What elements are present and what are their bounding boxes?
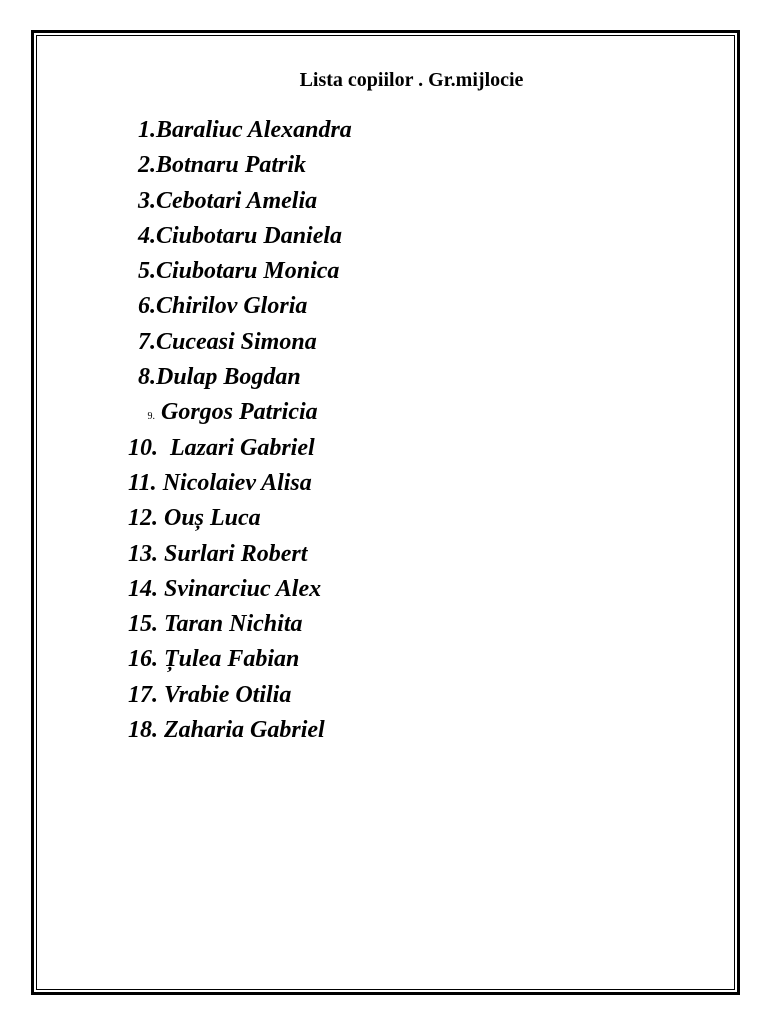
list-item	[128, 433, 352, 468]
item-name: Cuceasi Simona	[156, 328, 317, 355]
item-name: Svinarciuc Alex	[164, 575, 322, 602]
item-number: 3.	[138, 187, 156, 214]
children-list	[128, 115, 352, 750]
item-name: Ouș Luca	[164, 505, 261, 532]
item-name: Surlari Robert	[164, 540, 308, 567]
list-item	[128, 539, 352, 574]
list-item	[128, 186, 352, 221]
item-name: Botnaru Patrik	[156, 152, 307, 179]
item-name: Țulea Fabian	[164, 646, 300, 673]
item-name: Baraliuc Alexandra	[156, 117, 352, 143]
item-number: 13.	[128, 540, 158, 567]
list-item	[128, 503, 352, 538]
list-item	[128, 609, 352, 644]
item-number: 15.	[128, 611, 158, 638]
item-number: 12.	[128, 505, 158, 532]
list-item	[128, 644, 352, 679]
item-name: Chirilov Gloria	[156, 293, 308, 320]
item-number: 17.	[128, 681, 158, 708]
item-number: 18.	[128, 717, 158, 744]
item-number: 11.	[128, 469, 157, 496]
list-item	[128, 574, 352, 609]
item-number: 9.	[147, 411, 155, 423]
item-name: Ciubotaru Daniela	[156, 222, 343, 249]
item-number: 1.	[138, 117, 156, 143]
list-item	[128, 150, 352, 185]
list-item	[128, 291, 352, 326]
item-number: 5.	[138, 258, 156, 285]
item-name: Taran Nichita	[164, 611, 303, 638]
item-number: 6.	[138, 293, 156, 320]
item-name: Ciubotaru Monica	[156, 258, 340, 285]
list-item	[128, 715, 352, 750]
list-item	[128, 680, 352, 715]
list-item	[128, 397, 352, 432]
item-name: Dulap Bogdan	[156, 364, 301, 391]
list-item	[128, 327, 352, 362]
list-item	[128, 221, 352, 256]
item-number: 2.	[138, 152, 156, 179]
item-name: Lazari Gabriel	[170, 434, 315, 461]
list-item	[128, 468, 352, 503]
list-item	[128, 362, 352, 397]
item-number: 10.	[128, 434, 158, 461]
item-number: 16.	[128, 646, 158, 673]
item-name: Nicolaiev Alisa	[162, 469, 312, 496]
page-title: Lista copiilor . Gr.mijlocie	[299, 69, 524, 91]
item-name: Zaharia Gabriel	[164, 717, 325, 744]
item-number: 14.	[128, 575, 158, 602]
item-name: Gorgos Patricia	[161, 399, 318, 426]
item-number: 8.	[138, 364, 156, 391]
item-number: 7.	[138, 328, 156, 355]
list-item	[128, 256, 352, 291]
item-name: Cebotari Amelia	[156, 187, 318, 214]
item-name: Vrabie Otilia	[164, 681, 292, 708]
list-item	[128, 115, 352, 150]
item-number: 4.	[138, 222, 156, 249]
